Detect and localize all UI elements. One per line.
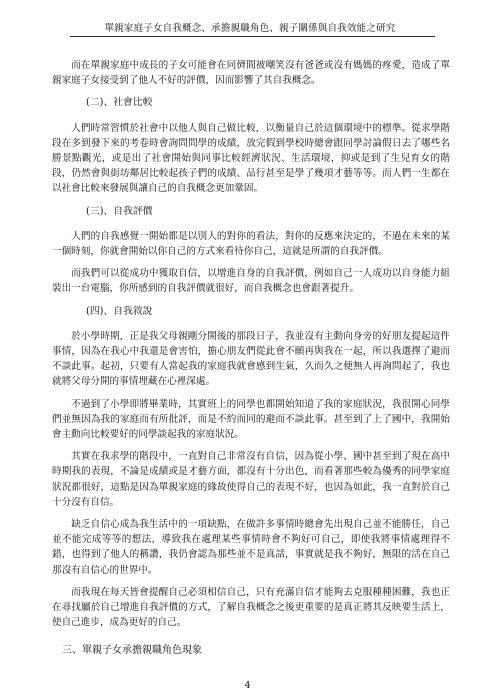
- paragraph: 於小學時期，正是我父母親剛分開後的那段日子，我並沒有主動向身旁的好朋友提起這件事情，因為在我心中我還是會害怕，擔心朋友們從此會不願再與我在一起，所以我選擇了避而不談此事。起初，只要有人當起我的家庭我就會感到生氣，久而久之便無人再詢問起了，我也就將父母分開的事情埋藏在心裡深處。: [52, 330, 450, 388]
- section-heading-social-comparison: (二)、社會比較: [86, 97, 153, 109]
- paragraph: 缺乏自信心成為我生活中的一項缺點，在做許多事情時總會先出現自己並不能勝任，自己並不能完成等等的想法，導致我在處理某些事情時會不夠好可自己，即使我將事情處理得不錯，也得到了他人的稱讚，我仍會認為那些並不是真話，事實就是我不夠好，無限的活在自己那沒有自信心的世界中。: [52, 519, 450, 576]
- section-heading-self-narrative: (四)、自我敘說: [86, 305, 153, 317]
- paragraph: 不過到了小學即將畢業時，其實班上的同學也都開始知道了我的家庭狀況，我很開心同學們並無因為我的家庭而有所批評，而是不約而同的避而不談此事。甚至到了上了國中，我開始會主動向比較要好的同學談起我的家庭狀況。: [52, 398, 450, 441]
- page-number: 4: [244, 680, 251, 691]
- paragraph: 人們時常習慣於社會中以他人與自己做比較，以衡量自己於這個環境中的標準。從求學階段在多到發下來的考卷時會詢問問學的成績，放完假到學校時總會跟同學討論假日去了哪些名勝景點觀光，或是出了社會開始與同事比較經濟狀況、生活環境，抑或是到了生兒育女的階段，仍然會與街坊鄰居比較起孩子們的成績、品行甚至是學了幾項才藝等等。而人們一生都在以社會比較來發展與讓自己的自我概念更加鞏固。: [52, 122, 450, 195]
- header-divider: [70, 36, 435, 37]
- paragraph: 而在單親家庭中成長的子女可能會在同儕間被嘲笑沒有爸爸或沒有媽媽的疼愛，造成了單親家庭子女接受到了他人不好的評價，因而影響了其自我概念。: [52, 60, 450, 87]
- paragraph: 而我現在每天皆會提醒自己必須相信自己，只有充滿自信才能夠去克服種種困難，我也正在尋找屬於自己增進自我評價的方式，了解自我概念之後更重要的是真正將其反映要生活上，使自己進步，成為更好的自己。: [52, 586, 450, 629]
- paragraph: 人們的自我感覺一開始都是以別人的對你的看法，對你的反應來決定的，不過在未來的某一個時刻，你就會開始以你自己的方式來看待你自己，這就是所謂的自我評價。: [52, 230, 450, 258]
- paragraph: 而我們可以從成功中獲取自信，以增進自身的自我評價，例如自己一人成功以自身能力組裝出一台電腦，你所感到的自我評價就很好，而自我概念也會跟著提升。: [52, 268, 450, 295]
- major-heading: 三、單親子女承擔親職角色現象: [62, 644, 202, 656]
- body-text: [52, 58, 450, 658]
- running-header: 單親家庭子女自我概念、承擔親職角色、親子關係與自我效能之研究: [104, 23, 396, 34]
- paragraph: 其實在我求學的階段中，一直對自己非常沒有自信，因為從小學、國中甚至到了現在高中時期我的表現，不論是成績或是才藝方面，都沒有十分出色，而看著那些較為優秀的同學家庭狀況都很好，這點是因為單親家庭的緣故使得自己的表現不好，也因為如此，我一直對於自己十分沒有自信。: [52, 451, 450, 508]
- section-heading-self-evaluation: (三)、自我評價: [86, 205, 153, 217]
